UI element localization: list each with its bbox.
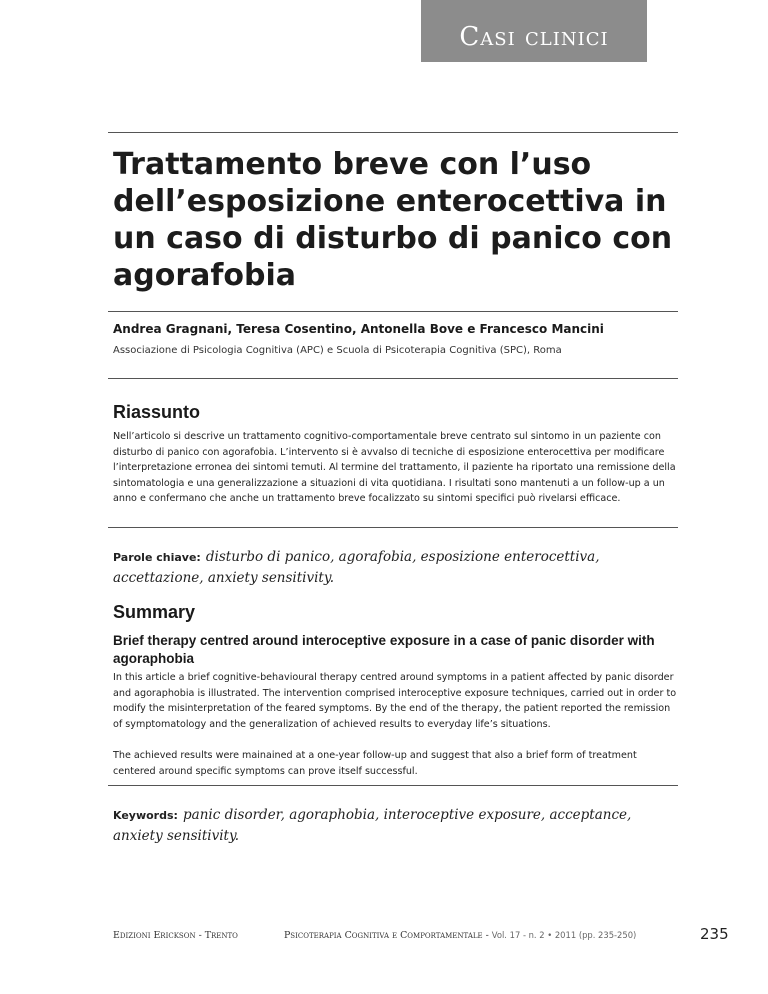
- divider: [108, 378, 678, 379]
- page-number: 235: [700, 925, 729, 943]
- keywords: [113, 804, 678, 846]
- keywords-label: Parole chiave:: [113, 551, 201, 564]
- riassunto-heading: Riassunto: [113, 402, 201, 422]
- riassunto-text: Nell’articolo si descrive un trattamento cognitivo-comportamentale breve centrato sul sintomo in un paziente con disturbo di panico con agorafobia. L’intervento si è avvalso di tecniche di esposizione enterocettiva per modificare l’interpretazione erronea dei sintomi temuti. Al termine del trattamento, il paziente ha riportato una remissione della sintomatologia e una generalizzazione a situazioni di vita quotidiana. I risultati sono mantenuti a un follow-up a un anno e confermano che anche un trattamento breve focalizzato su sintomi specifici può rivelarsi efficace.: [113, 431, 676, 505]
- keywords-label: Keywords:: [113, 809, 178, 822]
- keywords-text: disturbo di panico, agorafobia, esposizione enterocettiva, accettazione, anxiety sensitivity.: [113, 549, 600, 586]
- summary-text-2: The achieved results were mainained at a one-year follow-up and suggest that also a brief form of treatment centered around specific symptoms can prove itself successful.: [113, 750, 637, 777]
- footer-journal: [284, 930, 636, 941]
- parole-chiave: [113, 546, 678, 588]
- summary-text: In this article a brief cognitive-behavioural therapy centred around symptoms in a patient affected by panic disorder and agoraphobia is illustrated. The intervention comprised interoceptive exposure techniques, carried out in order to modify the misinterpretation of the feared symptoms. By the end of the therapy, the patient reported the remission of symptomatology and the generalization of achieved results to everyday life’s situations.: [113, 672, 677, 730]
- section-label: Casi clinici: [421, 0, 647, 62]
- affiliation: Associazione di Psicologia Cognitiva (APC) e Scuola di Psicoterapia Cognitiva (SPC), Roma: [113, 345, 562, 356]
- divider: [108, 132, 678, 133]
- article-title: Trattamento breve con l’uso dell’esposizione enterocettiva in un caso di disturbo di panico con agorafobia: [113, 147, 673, 293]
- summary-heading: Summary: [113, 602, 196, 622]
- divider: [108, 785, 678, 786]
- footer-publisher: Edizioni Erickson - Trento: [113, 930, 238, 941]
- summary-subtitle: Brief therapy centred around interoceptive exposure in a case of panic disorder with agoraphobia: [113, 633, 655, 666]
- divider: [108, 527, 678, 528]
- keywords-text: panic disorder, agoraphobia, interoceptive exposure, acceptance, anxiety sensitivity.: [113, 807, 632, 844]
- authors: Andrea Gragnani, Teresa Cosentino, Antonella Bove e Francesco Mancini: [113, 322, 604, 336]
- divider: [108, 311, 678, 312]
- journal-issue: Vol. 17 - n. 2 • 2011 (pp. 235-250): [491, 930, 637, 940]
- journal-name: Psicoterapia Cognitiva e Comportamentale -: [284, 930, 489, 941]
